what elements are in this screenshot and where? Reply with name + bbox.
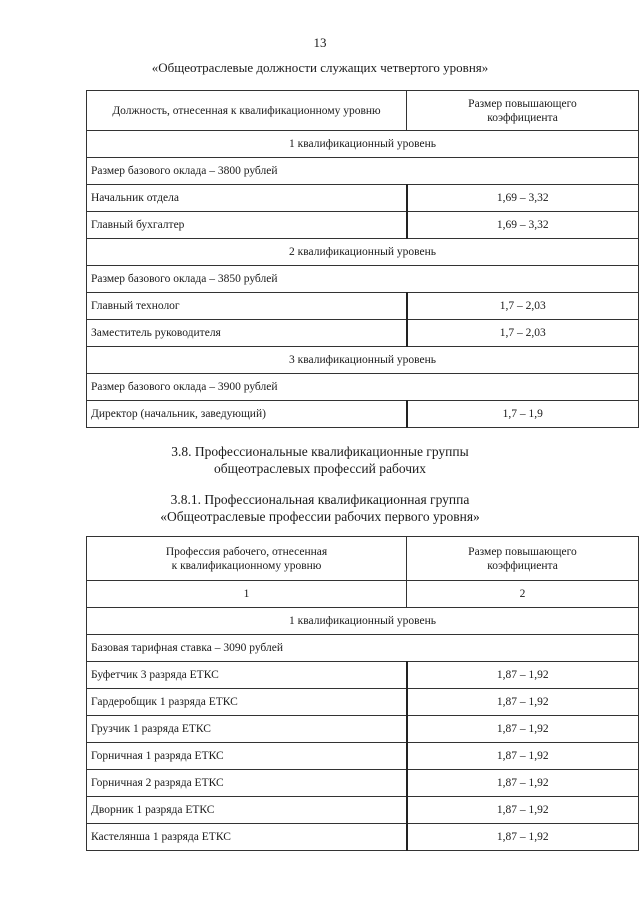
coefficient-cell: 1,87 – 1,92	[407, 689, 639, 716]
position-cell: Директор (начальник, заведующий)	[87, 401, 407, 428]
coefficient-cell: 1,87 – 1,92	[407, 770, 639, 797]
table-row	[87, 320, 639, 347]
column-number-1: 1	[87, 581, 407, 608]
coefficient-cell: 1,87 – 1,92	[407, 662, 639, 689]
table-row	[87, 185, 639, 212]
coefficient-cell: 1,87 – 1,92	[407, 716, 639, 743]
profession-cell: Горничная 1 разряда ЕТКС	[87, 743, 407, 770]
level-2-row: 2 квалификационный уровень	[87, 239, 639, 266]
profession-cell: Горничная 2 разряда ЕТКС	[87, 770, 407, 797]
coefficient-cell: 1,87 – 1,92	[407, 743, 639, 770]
salary-row-2: Размер базового оклада – 3850 рублей	[87, 266, 639, 293]
header-profession: Профессия рабочего, отнесенная к квалификационному уровню	[87, 537, 407, 581]
coefficient-cell: 1,7 – 2,03	[407, 293, 639, 320]
table-row	[87, 797, 639, 824]
table-row	[87, 212, 639, 239]
coefficient-cell: 1,87 – 1,92	[407, 824, 639, 851]
tariff-row: Базовая тарифная ставка – 3090 рублей	[87, 635, 639, 662]
salary-row-1: Размер базового оклада – 3800 рублей	[87, 158, 639, 185]
table-header-row	[87, 91, 639, 131]
profession-cell: Дворник 1 разряда ЕТКС	[87, 797, 407, 824]
header-coefficient: Размер повышающего коэффициента	[407, 91, 639, 131]
profession-cell: Буфетчик 3 разряда ЕТКС	[87, 662, 407, 689]
coefficient-cell: 1,69 – 3,32	[407, 212, 639, 239]
section-heading-3-8-1: 3.8.1. Профессиональная квалификационная группа «Общеотраслевые профессии рабочих первого уровня»	[160, 492, 480, 524]
level-1-row: 1 квалификационный уровень	[87, 608, 639, 635]
level-3-row: 3 квалификационный уровень	[87, 347, 639, 374]
profession-cell: Кастелянша 1 разряда ЕТКС	[87, 824, 407, 851]
table-row	[87, 770, 639, 797]
table-row	[87, 716, 639, 743]
level-1-row: 1 квалификационный уровень	[87, 131, 639, 158]
table-row	[87, 662, 639, 689]
table-row	[87, 743, 639, 770]
position-cell: Начальник отдела	[87, 185, 407, 212]
coefficient-cell: 1,7 – 1,9	[407, 401, 639, 428]
coefficient-cell: 1,87 – 1,92	[407, 797, 639, 824]
page-number: 13	[313, 35, 327, 50]
position-cell: Заместитель руководителя	[87, 320, 407, 347]
profession-cell: Грузчик 1 разряда ЕТКС	[87, 716, 407, 743]
column-number-2: 2	[407, 581, 639, 608]
position-cell: Главный технолог	[87, 293, 407, 320]
table-title-fourth-level: «Общеотраслевые должности служащих четвертого уровня»	[151, 60, 489, 75]
header-position: Должность, отнесенная к квалификационному уровню	[87, 91, 407, 131]
table-header-row	[87, 537, 639, 581]
professions-table	[86, 536, 639, 851]
coefficient-cell: 1,7 – 2,03	[407, 320, 639, 347]
numbering-row	[87, 581, 639, 608]
table-row	[87, 824, 639, 851]
table-row	[87, 293, 639, 320]
header-coefficient: Размер повышающего коэффициента	[407, 537, 639, 581]
table-row	[87, 401, 639, 428]
coefficient-cell: 1,69 – 3,32	[407, 185, 639, 212]
profession-cell: Гардеробщик 1 разряда ЕТКС	[87, 689, 407, 716]
section-heading-3-8: 3.8. Профессиональные квалификационные группы общеотраслевых профессий рабочих	[171, 444, 469, 476]
salary-row-3: Размер базового оклада – 3900 рублей	[87, 374, 639, 401]
table-row	[87, 689, 639, 716]
position-cell: Главный бухгалтер	[87, 212, 407, 239]
positions-table	[86, 90, 639, 428]
